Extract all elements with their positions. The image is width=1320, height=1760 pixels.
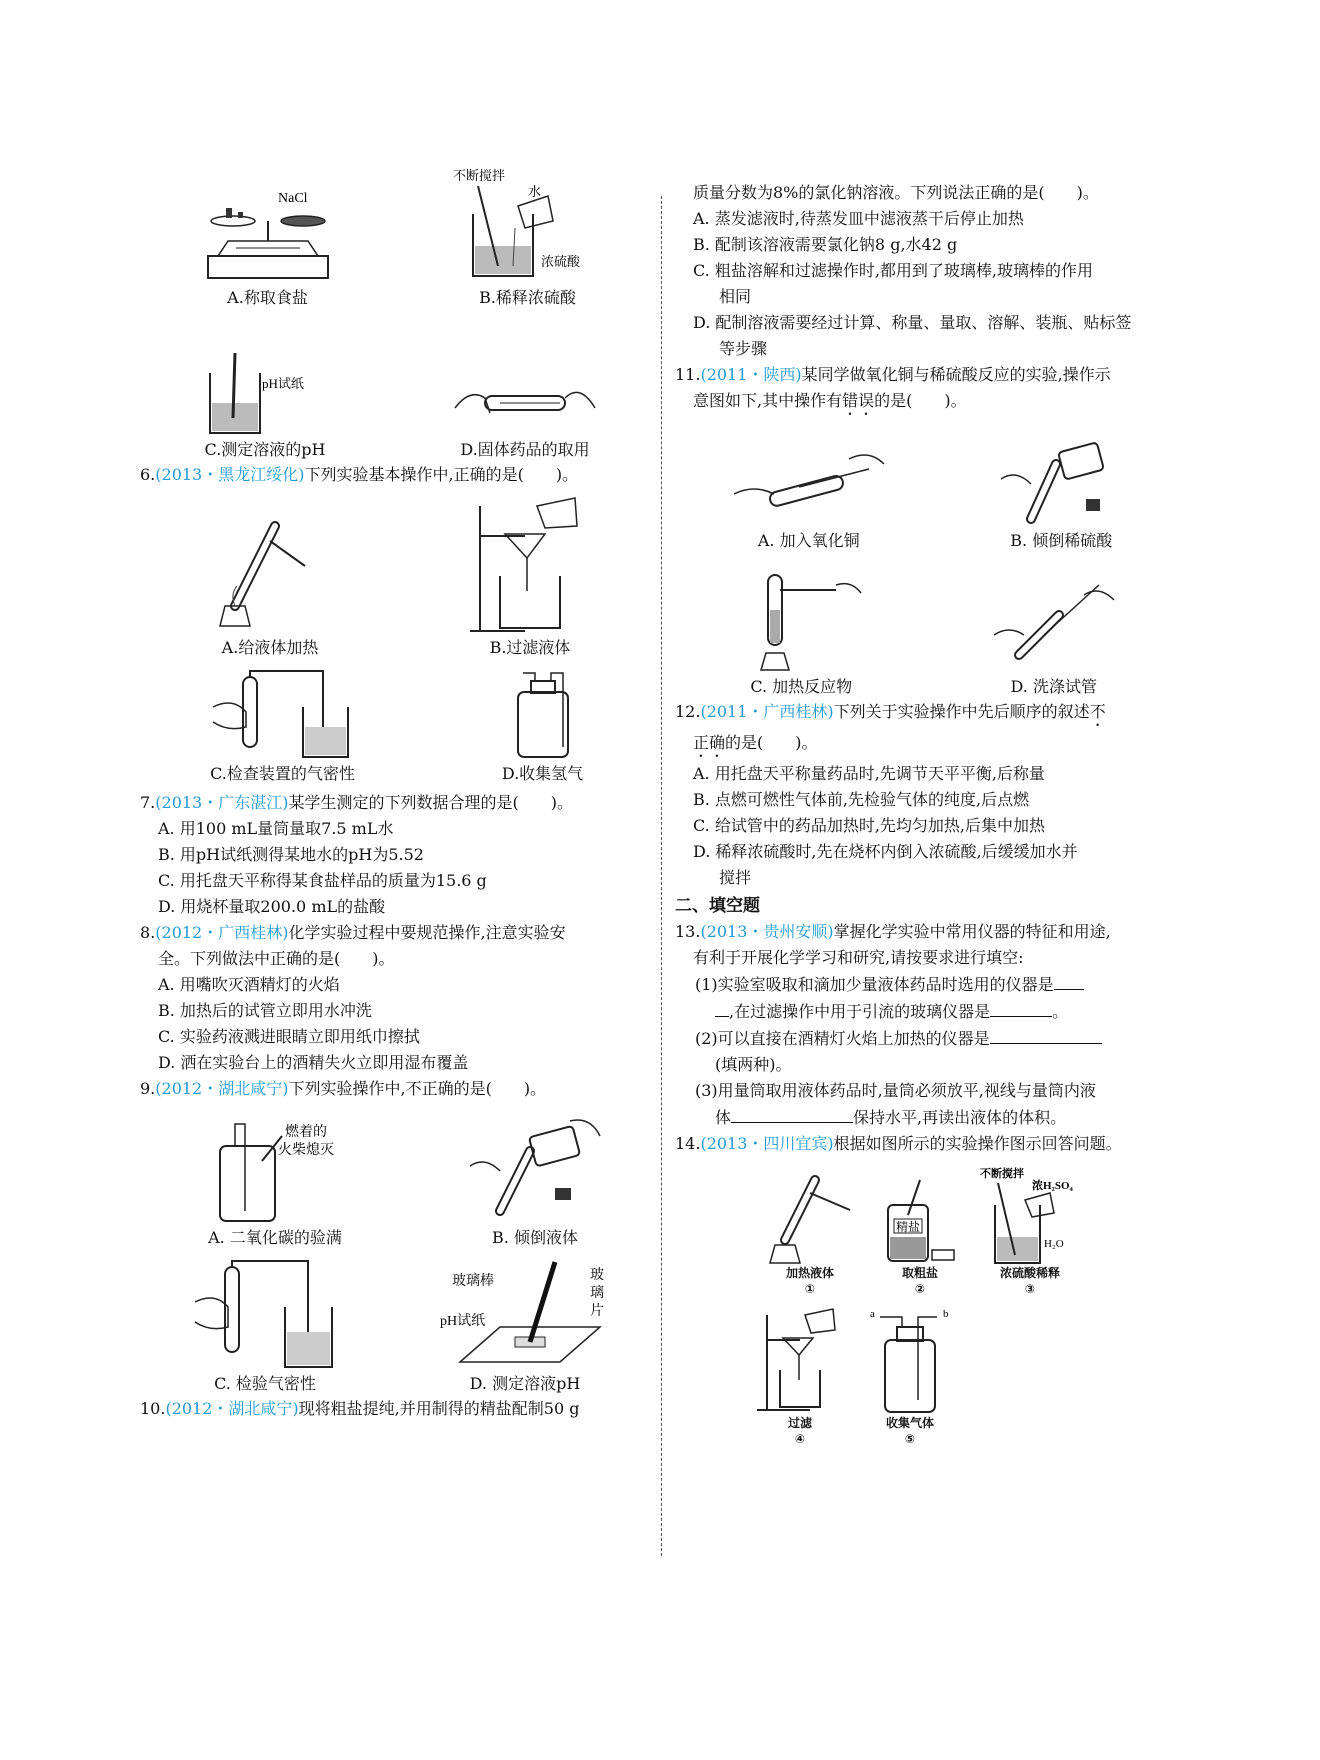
q13-source: (2013・贵州安顺)	[700, 922, 834, 941]
q8-option-d: D. 洒在实验台上的酒精失火立即用湿布覆盖	[158, 1053, 469, 1072]
dilute-acid-icon	[453, 166, 603, 286]
filter-2-icon	[755, 1305, 845, 1415]
left-column	[140, 168, 660, 1422]
q9-fig-d	[440, 1257, 610, 1396]
q14-fig-1: 加热液体 ①	[760, 1165, 860, 1297]
q6-fig-c	[208, 667, 358, 786]
q14-stem: 14.(2013・四川宜宾)根据如图所示的实验操作图示回答问题。	[675, 1134, 1122, 1153]
add-cuo-icon	[729, 439, 889, 529]
q11-stem-cont: 意图如下,其中操作有错误的是( )。	[693, 391, 967, 410]
q13-blank-4[interactable]	[731, 1104, 853, 1123]
q14-source: (2013・四川宜宾)	[700, 1134, 834, 1153]
q11-figs-ab	[675, 429, 1180, 553]
q12-stem: 12.(2011・广西桂林)下列关于实验操作中先后顺序的叙述不	[675, 702, 1106, 721]
q14-caption-4: 过滤	[787, 1416, 812, 1430]
q9-figs-cd	[140, 1256, 660, 1396]
fig-solid	[450, 368, 600, 462]
section-title: 二、填空题	[675, 896, 760, 916]
q6-fig-d	[493, 667, 593, 786]
q11-source: (2011・陕西)	[700, 365, 802, 384]
q7-option-d: D. 用烧杯量取200.0 mL的盐酸	[158, 897, 386, 916]
glass-label-3: 片	[590, 1304, 604, 1319]
q10-option-a: A. 蒸发滤液时,待蒸发皿中滤液蒸干后停止加热	[693, 209, 1024, 228]
q13-blank-2[interactable]	[990, 998, 1052, 1017]
right-column	[675, 180, 1180, 1465]
wash-tube-icon	[989, 575, 1119, 675]
q7-option-a: A. 用100 mL量筒量取7.5 mL水	[158, 819, 394, 838]
q12-option-d: D. 稀释浓硫酸时,先在烧杯内倒入浓硫酸,后缓缓加水并	[693, 842, 1078, 861]
stir-label-2: 不断搅拌	[980, 1168, 1024, 1180]
q14-fig-5: a b 收集气体 ⑤	[865, 1305, 955, 1447]
fig-row-ab	[140, 168, 660, 310]
ph-label: pH试纸	[262, 376, 304, 391]
stir-label: 不断搅拌	[452, 168, 505, 183]
airtight-check-2-icon	[190, 1257, 340, 1372]
q10-option-b: B. 配制该溶液需要氯化钠8 g,水42 g	[693, 235, 958, 254]
fig-dilute	[453, 166, 603, 310]
q7-source: (2013・广东湛江)	[155, 793, 289, 812]
heat-liquid-2-icon	[760, 1165, 860, 1265]
q14-caption-2: 取粗盐	[901, 1266, 938, 1280]
fig3-caption: C.测定溶液的pH	[204, 440, 326, 459]
q10-stem: 10.(2012・湖北咸宁)现将粗盐提纯,并用制得的精盐配制50 g	[140, 1399, 580, 1418]
airtight-check-icon	[208, 667, 358, 762]
q11-fig-a	[729, 439, 889, 553]
fig-row-cd	[140, 320, 660, 462]
q11-caption-b: B. 倾倒稀硫酸	[1010, 531, 1113, 550]
q6-caption-b: B.过滤液体	[489, 638, 571, 657]
ph-paper-label: pH试纸	[440, 1314, 486, 1329]
port-a-label: a	[870, 1308, 875, 1320]
rod-label: 玻璃棒	[452, 1274, 494, 1289]
q7-stem: 7.(2013・广东湛江)某学生测定的下列数据合理的是( )。	[140, 793, 573, 812]
q12-stem-cont: 正确的是( )。	[693, 733, 818, 752]
q10-option-d: D. 配制溶液需要经过计算、称量、量取、溶解、装瓶、贴标签	[693, 313, 1132, 332]
glass-label-2: 璃	[590, 1286, 604, 1301]
heat-liquid-icon	[205, 506, 335, 636]
column-divider	[661, 196, 662, 1556]
q12-option-b: B. 点燃可燃性气体前,先检验气体的纯度,后点燃	[693, 790, 1030, 809]
q13-sub2: (2)可以直接在酒精灯火焰上加热的仪器是	[675, 1025, 1180, 1052]
glass-label-1: 玻	[590, 1268, 604, 1283]
q13-sub1: (1)实验室吸取和滴加少量液体药品时选用的仪器是	[675, 971, 1180, 998]
q10-option-c-cont: 相同	[719, 287, 752, 306]
q6-stem: 6.(2013・黑龙江绥化)下列实验基本操作中,正确的是( )。	[140, 465, 579, 484]
q11-emphasis: 错误	[842, 391, 875, 410]
gas-bottle-2-icon	[865, 1305, 955, 1415]
q13-blank-3[interactable]	[990, 1025, 1102, 1044]
q12-option-a: A. 用托盘天平称量药品时,先调节天平平衡,后称量	[693, 764, 1045, 783]
salt-label: 精盐	[896, 1220, 921, 1234]
fig2-caption: B.稀释浓硫酸	[479, 288, 576, 307]
q10-option-d-cont: 等步骤	[719, 339, 768, 358]
q14-caption-5: 收集气体	[885, 1416, 934, 1430]
q11-fig-b	[996, 439, 1126, 553]
water-label-2: H₂O	[1044, 1238, 1064, 1250]
filter-icon	[465, 496, 595, 636]
q8-stem-cont: 全。下列做法中正确的是( )。	[158, 949, 395, 968]
q14-fig-4: 过滤 ④	[755, 1305, 845, 1447]
q6-fig-b	[465, 496, 595, 660]
q13-sub3-cont: 体 保持水平,再读出液体的体积。	[675, 1104, 1180, 1131]
q13-sub3: (3)用量筒取用液体药品时,量筒必须放平,视线与量筒内液	[695, 1081, 1096, 1100]
ph-measure-icon	[440, 1257, 610, 1372]
q14-caption-1: 加热液体	[785, 1266, 834, 1280]
q6-figs-ab	[140, 500, 660, 660]
q14-fig-3: 不断搅拌 浓H₂SO₄ H₂O 浓硫酸稀释 ③	[980, 1165, 1080, 1297]
q6-figs-cd	[140, 666, 660, 786]
q9-stem: 9.(2012・湖北咸宁)下列实验操作中,不正确的是( )。	[140, 1079, 547, 1098]
acid-label-2: 浓H₂SO₄	[1032, 1180, 1073, 1192]
q13-stem-cont: 有利于开展化学学习和研究,请按要求进行填空:	[693, 948, 1024, 967]
q10-source: (2012・湖北咸宁)	[165, 1399, 299, 1418]
q9-caption-d: D. 测定溶液pH	[469, 1374, 581, 1393]
q8-option-a: A. 用嘴吹灭酒精灯的火焰	[158, 975, 340, 994]
q9-caption-a: A. 二氧化碳的验满	[208, 1228, 342, 1247]
q8-option-c: C. 实验药液溅进眼睛立即用纸巾擦拭	[158, 1027, 420, 1046]
match-label-2: 火柴熄灭	[278, 1143, 334, 1158]
q8-stem: 8.(2012・广西桂林)化学实验过程中要规范操作,注意实验安	[140, 923, 566, 942]
q9-caption-c: C. 检验气密性	[214, 1374, 316, 1393]
q11-stem: 11.(2011・陕西)某同学做氧化铜与稀硫酸反应的实验,操作示	[675, 365, 1111, 384]
q11-caption-d: D. 洗涤试管	[1010, 677, 1097, 696]
pour-liquid-icon	[460, 1116, 610, 1226]
q11-fig-c	[736, 565, 866, 699]
q9-figs-ab	[140, 1110, 660, 1250]
q11-figs-cd	[675, 559, 1180, 699]
q12-option-d-cont: 搅拌	[719, 868, 752, 887]
q9-caption-b: B. 倾倒液体	[492, 1228, 578, 1247]
balance-icon	[198, 186, 338, 286]
q10-stem-cont: 质量分数为8%的氯化钠溶液。下列说法正确的是( )。	[693, 183, 1099, 202]
q11-caption-a: A. 加入氧化铜	[757, 531, 860, 550]
gas-bottle-icon	[493, 667, 593, 762]
q6-caption-a: A.给液体加热	[221, 638, 319, 657]
salt-jar-icon	[880, 1175, 960, 1265]
ph-test-icon	[200, 348, 330, 438]
q7-option-b: B. 用pH试纸测得某地水的pH为5.52	[158, 845, 424, 864]
match-label: 燃着的	[285, 1125, 327, 1140]
q13-stem: 13.(2013・贵州安顺)掌握化学实验中常用仪器的特征和用途,	[675, 922, 1111, 941]
fig-ph	[200, 348, 330, 462]
q14-fig-2: 精盐 取粗盐 ②	[880, 1175, 960, 1297]
q13-blank-1-cont[interactable]	[715, 998, 729, 1017]
pour-h2so4-icon	[996, 439, 1126, 529]
q13-sub1-cont: ,在过滤操作中用于引流的玻璃仪器是 。	[675, 998, 1180, 1025]
q9-fig-b	[460, 1116, 610, 1250]
q6-caption-c: C.检查装置的气密性	[210, 764, 355, 783]
solid-drug-icon	[450, 368, 600, 438]
q10-option-c: C. 粗盐溶解和过滤操作时,都用到了玻璃棒,玻璃棒的作用	[693, 261, 1094, 280]
fig4-caption: D.固体药品的取用	[460, 440, 590, 459]
q6-source: (2013・黑龙江绥化)	[155, 465, 305, 484]
q7-option-c: C. 用托盘天平称得某食盐样品的质量为15.6 g	[158, 871, 487, 890]
nacl-label: NaCl	[277, 191, 308, 206]
fig1-caption: A.称取食盐	[227, 288, 308, 307]
q9-fig-c	[190, 1257, 340, 1396]
q8-source: (2012・广西桂林)	[155, 923, 289, 942]
water-label: 水	[527, 184, 541, 199]
q9-source: (2012・湖北咸宁)	[155, 1079, 289, 1098]
q13-blank-1[interactable]	[1054, 971, 1084, 990]
q6-fig-a	[205, 506, 335, 660]
q11-fig-d	[989, 575, 1119, 699]
q12-option-c: C. 给试管中的药品加热时,先均匀加热,后集中加热	[693, 816, 1046, 835]
port-b-label: b	[943, 1308, 949, 1320]
q13-sub2-cont: (填两种)。	[715, 1055, 792, 1074]
fig-balance	[198, 186, 338, 310]
co2-full-icon	[190, 1116, 360, 1226]
q8-option-b: B. 加热后的试管立即用水冲洗	[158, 1001, 372, 1020]
dilute-acid-2-icon	[980, 1165, 1080, 1265]
acid-label: 浓硫酸	[540, 254, 580, 269]
q6-caption-d: D.收集氢气	[501, 764, 584, 783]
q14-figures	[675, 1165, 1180, 1465]
heat-reactant-icon	[736, 565, 866, 675]
q14-caption-3: 浓硫酸稀释	[999, 1266, 1060, 1280]
q9-fig-a	[190, 1116, 360, 1250]
q12-source: (2011・广西桂林)	[700, 702, 834, 721]
q11-caption-c: C. 加热反应物	[750, 677, 853, 696]
